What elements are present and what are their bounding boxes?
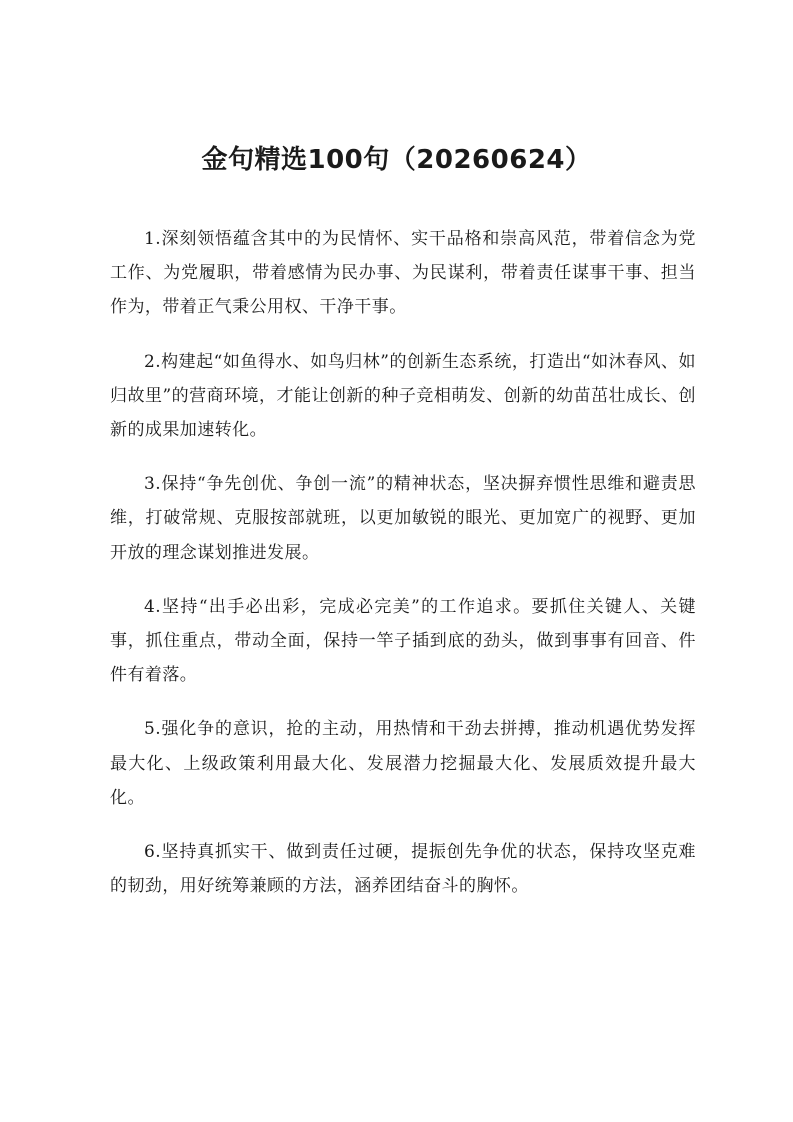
paragraph-3: 3.保持“争先创优、争创一流”的精神状态，坚决摒弃惯性思维和避责思维，打破常规、克服按部就班，以更加敏锐的眼光、更加宽广的视野、更加开放的理念谋划推进发展。: [110, 474, 696, 563]
paragraph-4: 4.坚持“出手必出彩，完成必完美”的工作追求。要抓住关键人、关键事，抓住重点，带动全面，保持一竿子插到底的劲头，做到事事有回音、件件有着落。: [110, 596, 696, 686]
document-title: 金句精选100句（20260624）: [201, 145, 592, 175]
document-body: [110, 222, 696, 923]
paragraph-5: 5.强化争的意识，抢的主动，用热情和干劲去拼搏，推动机遇优势发挥最大化、上级政策利用最大化、发展潜力挖掘最大化、发展质效提升最大化。: [110, 719, 696, 808]
paragraph-2: 2.构建起“如鱼得水、如鸟归林”的创新生态系统，打造出“如沐春风、如归故里”的营商环境，才能让创新的种子竞相萌发、创新的幼苗茁壮成长、创新的成果加速转化。: [110, 351, 696, 441]
paragraph-6: 6.坚持真抓实干、做到责任过硬，提振创先争优的状态，保持攻坚克难的韧劲，用好统筹兼顾的方法，涵养团结奋斗的胸怀。: [110, 842, 696, 897]
paragraph-1: 1.深刻领悟蕴含其中的为民情怀、实干品格和崇高风范，带着信念为党工作、为党履职，带着感情为民办事、为民谋利，带着责任谋事干事、担当作为，带着正气秉公用权、干净干事。: [110, 229, 696, 318]
